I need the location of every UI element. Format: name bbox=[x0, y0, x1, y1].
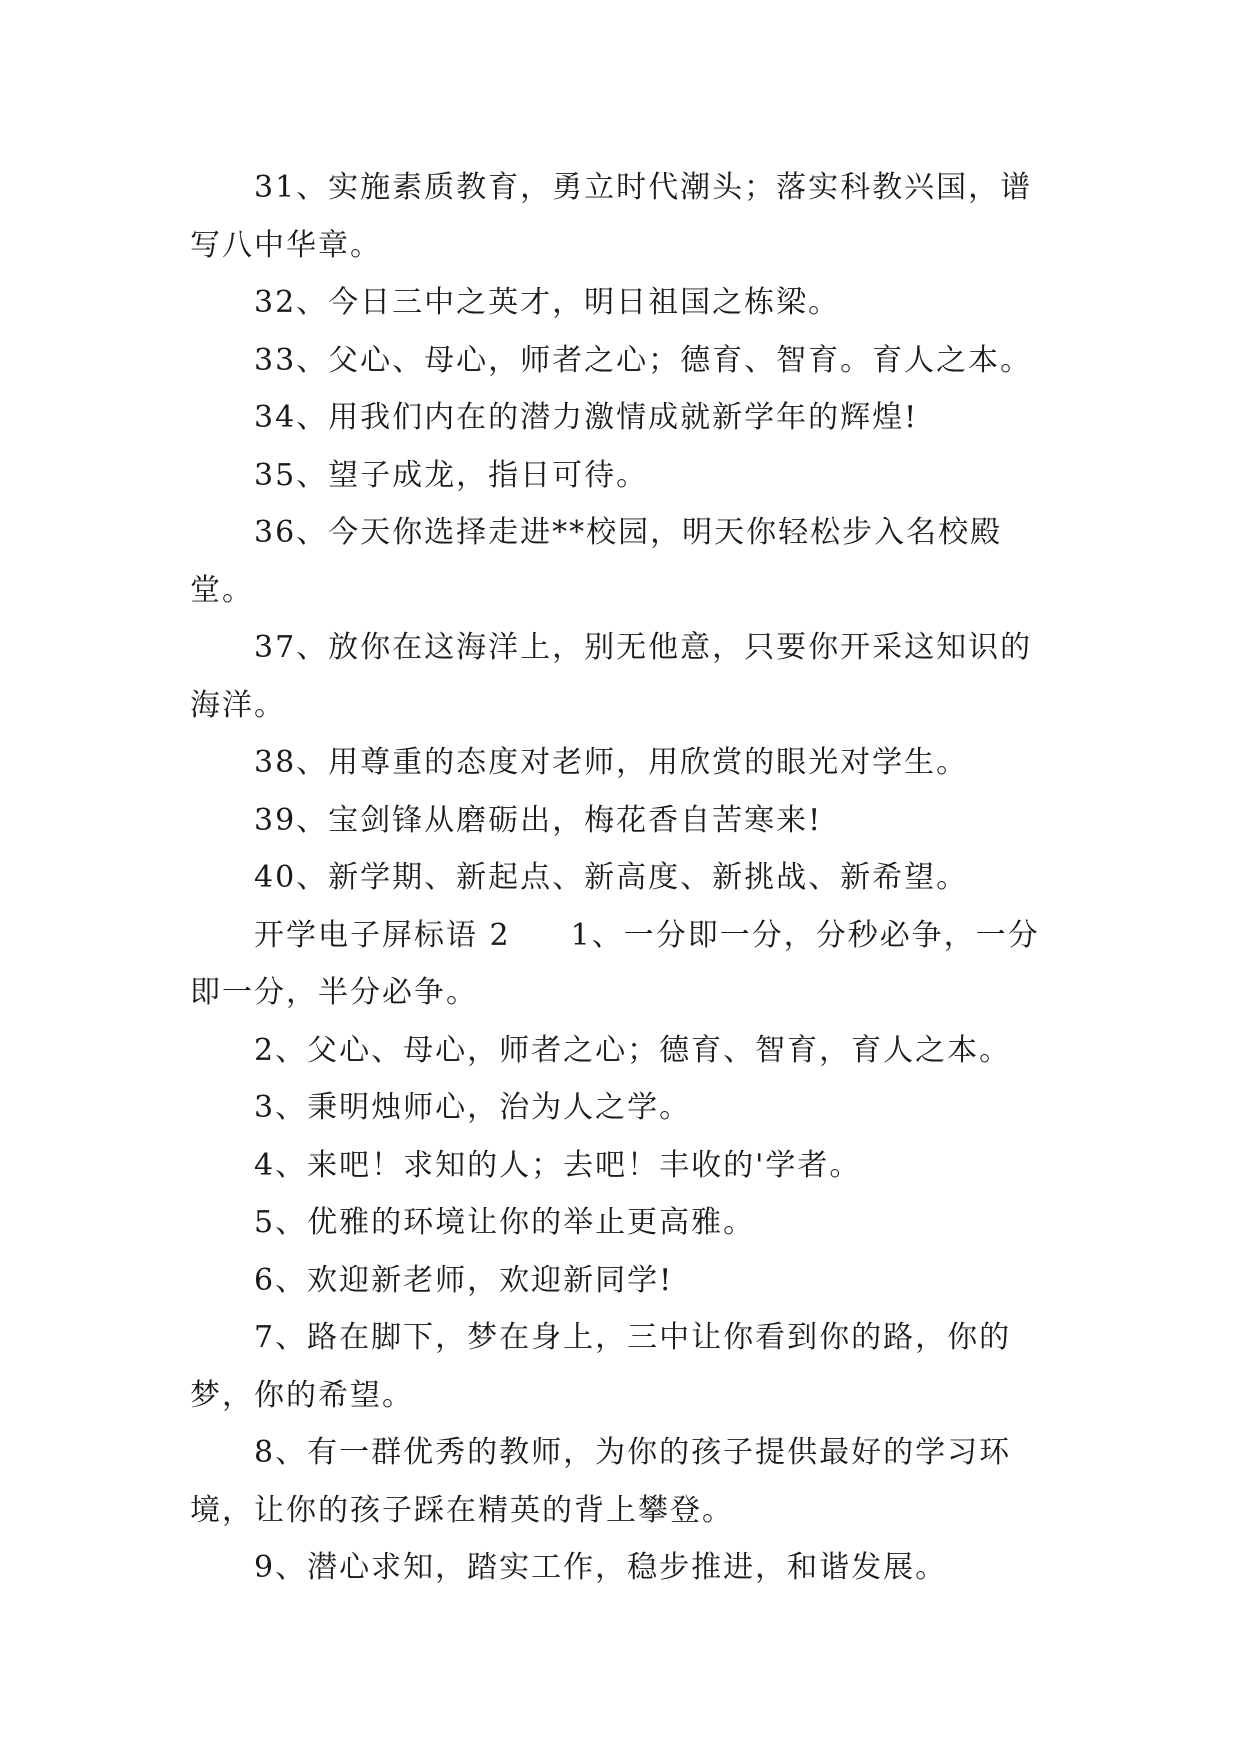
paragraph-4: 4、来吧！求知的人；去吧！丰收的'学者。 bbox=[254, 1147, 862, 1183]
paragraph-31: 31、实施素质教育，勇立时代潮头；落实科教兴国，谱写八中华章。 bbox=[190, 170, 1033, 263]
paragraph-7: 7、路在脚下，梦在身上，三中让你看到你的路，你的梦，你的希望。 bbox=[190, 1320, 1012, 1413]
paragraph-35: 35、望子成龙，指日可待。 bbox=[254, 457, 649, 493]
section-heading-paragraph bbox=[190, 907, 1060, 1022]
paragraph-33: 33、父心、母心，师者之心；德育、智育。育人之本。 bbox=[254, 342, 1033, 378]
paragraph-40: 40、新学期、新起点、新高度、新挑战、新希望。 bbox=[254, 860, 969, 895]
paragraph-5: 5、优雅的环境让你的举止更高雅。 bbox=[254, 1205, 756, 1240]
section-first-item: 1、一分即一分，分秒必争，一分即一分，半分必争。 bbox=[190, 917, 1040, 1010]
paragraph-39: 39、宝剑锋从磨砺出，梅花香自苦寒来! bbox=[254, 802, 823, 838]
paragraph-3: 3、秉明烛师心，治为人之学。 bbox=[254, 1090, 692, 1125]
paragraph-32: 32、今日三中之英才，明日祖国之栋梁。 bbox=[254, 285, 841, 320]
paragraph-8: 8、有一群优秀的教师，为你的孩子提供最好的学习环境，让你的孩子踩在精英的背上攀登。 bbox=[190, 1435, 1012, 1528]
document-body bbox=[190, 159, 1060, 1597]
paragraph-36: 36、今天你选择走进**校园，明天你轻松步入名校殿堂。 bbox=[190, 515, 1003, 608]
paragraph-6: 6、欢迎新老师，欢迎新同学! bbox=[254, 1262, 674, 1298]
section-heading: 开学电子屏标语 2 bbox=[254, 917, 511, 953]
paragraph-2: 2、父心、母心，师者之心；德育、智育，育人之本。 bbox=[254, 1032, 1012, 1068]
paragraph-9: 9、潜心求知，踏实工作，稳步推进，和谐发展。 bbox=[254, 1550, 948, 1585]
paragraph-37: 37、放你在这海洋上，别无他意，只要你开采这知识的海洋。 bbox=[190, 630, 1033, 723]
paragraph-38: 38、用尊重的态度对老师，用欣赏的眼光对学生。 bbox=[254, 745, 969, 780]
paragraph-34: 34、用我们内在的潜力激情成就新学年的辉煌! bbox=[254, 400, 919, 435]
